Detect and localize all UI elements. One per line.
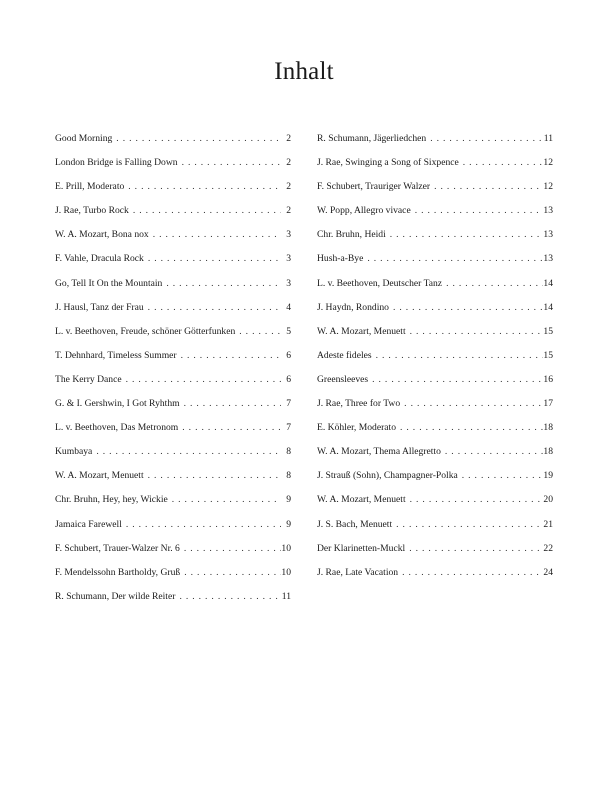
toc-entry xyxy=(55,348,291,372)
toc-entry-page-number: 5 xyxy=(286,325,291,337)
toc-leader-dots xyxy=(442,276,543,292)
toc-entry xyxy=(317,492,553,516)
toc-entry-page-number: 13 xyxy=(543,253,553,265)
toc-entry xyxy=(317,131,553,155)
toc-entry-title: J. Rae, Late Vacation xyxy=(317,566,399,578)
toc-entry-page-number: 12 xyxy=(543,181,553,193)
toc-leader-dots xyxy=(124,179,281,195)
toc-entry-page-number: 12 xyxy=(543,157,553,169)
toc-leader-dots xyxy=(180,565,281,581)
toc-leader-dots xyxy=(458,468,543,484)
toc-entry-page-number: 22 xyxy=(543,542,553,554)
toc-entry xyxy=(55,589,291,613)
toc-entry-title: London Bridge is Falling Down xyxy=(55,157,178,169)
toc-entry xyxy=(317,155,553,179)
toc-entry-title: Jamaica Farewell xyxy=(55,518,122,530)
toc-entry-title: Der Klarinetten-Muckl xyxy=(317,542,406,554)
toc-entry-page-number: 6 xyxy=(286,373,291,385)
toc-entry xyxy=(55,517,291,541)
toc-entry-title: J. S. Bach, Menuett xyxy=(317,518,393,530)
toc-entry-title: Adeste fideles xyxy=(317,349,372,361)
toc-entry-title: F. Mendelssohn Bartholdy, Gruß xyxy=(55,566,181,578)
toc-leader-dots xyxy=(389,300,543,316)
toc-leader-dots xyxy=(411,203,543,219)
toc-entry xyxy=(317,203,553,227)
toc-entry-title: E. Prill, Moderato xyxy=(55,181,125,193)
toc-entry-page-number: 9 xyxy=(286,518,291,530)
toc-leader-dots xyxy=(368,372,543,388)
toc-entry xyxy=(55,396,291,420)
toc-leader-dots xyxy=(162,276,281,292)
toc-entry-title: W. A. Mozart, Thema Allegretto xyxy=(317,446,441,458)
toc-entry-title: L. v. Beethoven, Freude, schöner Götterfunken xyxy=(55,325,236,337)
toc-entry xyxy=(55,300,291,324)
toc-entry xyxy=(55,541,291,565)
toc-entry-title: T. Dehnhard, Timeless Summer xyxy=(55,349,177,361)
toc-entry-title: E. Köhler, Moderato xyxy=(317,422,397,434)
toc-entry-page-number: 19 xyxy=(543,470,553,482)
toc-leader-dots xyxy=(180,396,281,412)
toc-leader-dots xyxy=(392,517,543,533)
toc-entry xyxy=(55,324,291,348)
toc-entry xyxy=(55,565,291,589)
toc-entry-page-number: 15 xyxy=(543,349,553,361)
toc-entry-title: W. A. Mozart, Menuett xyxy=(55,470,144,482)
toc-entry xyxy=(317,541,553,565)
toc-entry-page-number: 3 xyxy=(286,277,291,289)
toc-entry xyxy=(317,348,553,372)
toc-leader-dots xyxy=(405,541,543,557)
toc-entry-title: Kumbaya xyxy=(55,446,93,458)
toc-entry-title: J. Hausl, Tanz der Frau xyxy=(55,301,144,313)
toc-entry-page-number: 8 xyxy=(286,446,291,458)
toc-entry-page-number: 17 xyxy=(543,398,553,410)
toc-entry-title: Chr. Bruhn, Hey, hey, Wickie xyxy=(55,494,168,506)
toc-leader-dots xyxy=(406,324,543,340)
toc-entry xyxy=(55,155,291,179)
toc-entry-page-number: 9 xyxy=(286,494,291,506)
toc-entry-page-number: 18 xyxy=(543,446,553,458)
toc-leader-dots xyxy=(92,444,281,460)
toc-entry-page-number: 7 xyxy=(286,398,291,410)
toc-entry-page-number: 3 xyxy=(286,229,291,241)
toc-entry xyxy=(55,420,291,444)
toc-entry xyxy=(317,324,553,348)
toc-entry-title: The Kerry Dance xyxy=(55,373,122,385)
toc-entry-page-number: 13 xyxy=(543,229,553,241)
toc-entry-page-number: 4 xyxy=(286,301,291,313)
toc-leader-dots xyxy=(372,348,543,364)
toc-entry-page-number: 18 xyxy=(543,422,553,434)
toc-leader-dots xyxy=(235,324,281,340)
toc-leader-dots xyxy=(149,227,281,243)
toc-entry-page-number: 2 xyxy=(286,157,291,169)
toc-entry-page-number: 15 xyxy=(543,325,553,337)
toc-entry xyxy=(317,565,553,589)
toc-entry-title: F. Schubert, Trauriger Walzer xyxy=(317,181,431,193)
toc-leader-dots xyxy=(396,420,543,436)
toc-entry xyxy=(55,372,291,396)
toc-entry-page-number: 3 xyxy=(286,253,291,265)
toc-entry-page-number: 2 xyxy=(286,133,291,144)
toc-entry xyxy=(55,131,291,155)
toc-leader-dots xyxy=(363,251,543,267)
toc-entry-page-number: 11 xyxy=(281,590,291,602)
toc-entry xyxy=(55,444,291,468)
toc-leader-dots xyxy=(386,227,543,243)
toc-leader-dots xyxy=(441,444,543,460)
toc-entry-title: W. Popp, Allegro vivace xyxy=(317,205,411,217)
toc-entry-page-number: 2 xyxy=(286,205,291,217)
toc-entry-page-number: 13 xyxy=(543,205,553,217)
toc-leader-dots xyxy=(178,155,281,171)
toc-column-right xyxy=(317,131,553,589)
toc-entry xyxy=(317,276,553,300)
toc-entry-title: J. Haydn, Rondino xyxy=(317,301,389,313)
toc-entry-title: J. Rae, Swinging a Song of Sixpence xyxy=(317,157,459,169)
toc-entry-title: F. Schubert, Trauer-Walzer Nr. 6 xyxy=(55,542,180,554)
toc-entry xyxy=(317,300,553,324)
toc-entry-title: F. Vahle, Dracula Rock xyxy=(55,253,144,265)
toc-entry-page-number: 16 xyxy=(543,373,553,385)
toc-leader-dots xyxy=(426,131,543,147)
toc-entry-page-number: 21 xyxy=(543,518,553,530)
toc-entry-title: Chr. Bruhn, Heidi xyxy=(317,229,386,241)
toc-leader-dots xyxy=(459,155,543,171)
toc-entry-title: J. Strauß (Sohn), Champagner-Polka xyxy=(317,470,458,482)
toc-entry xyxy=(55,179,291,203)
toc-entry xyxy=(317,227,553,251)
toc-entry-page-number: 10 xyxy=(281,542,291,554)
toc-entry xyxy=(55,227,291,251)
toc-leader-dots xyxy=(144,251,281,267)
toc-entry xyxy=(55,468,291,492)
toc-entry-page-number: 11 xyxy=(543,133,553,144)
toc-entry xyxy=(317,251,553,275)
toc-leader-dots xyxy=(112,131,281,147)
toc-leader-dots xyxy=(144,300,281,316)
toc-entry xyxy=(317,468,553,492)
toc-entry-title: W. A. Mozart, Menuett xyxy=(317,325,406,337)
toc-entry-title: Hush-a-Bye xyxy=(317,253,364,265)
toc-leader-dots xyxy=(129,203,281,219)
toc-entry xyxy=(317,372,553,396)
toc-entry-page-number: 7 xyxy=(286,422,291,434)
toc-leader-dots xyxy=(122,372,281,388)
toc-entry xyxy=(55,203,291,227)
toc-entry-page-number: 6 xyxy=(286,349,291,361)
toc-entry-title: W. A. Mozart, Menuett xyxy=(317,494,406,506)
toc-entry-title: Go, Tell It On the Mountain xyxy=(55,277,163,289)
toc-entry-title: R. Schumann, Jägerliedchen xyxy=(317,133,427,144)
toc-entry xyxy=(317,420,553,444)
toc-entry-title: J. Rae, Three for Two xyxy=(317,398,401,410)
toc-entry-page-number: 20 xyxy=(543,494,553,506)
toc-entry-page-number: 14 xyxy=(543,277,553,289)
toc-leader-dots xyxy=(175,589,281,605)
toc-entry-title: L. v. Beethoven, Das Metronom xyxy=(55,422,179,434)
toc-leader-dots xyxy=(144,468,281,484)
toc-leader-dots xyxy=(430,179,543,195)
toc-leader-dots xyxy=(177,348,281,364)
toc-entry-title: Greensleeves xyxy=(317,373,369,385)
toc-entry-title: G. & I. Gershwin, I Got Ryhthm xyxy=(55,398,180,410)
toc-entry-title: W. A. Mozart, Bona nox xyxy=(55,229,149,241)
toc-entry-page-number: 14 xyxy=(543,301,553,313)
toc-leader-dots xyxy=(180,541,281,557)
toc-entry-title: L. v. Beethoven, Deutscher Tanz xyxy=(317,277,443,289)
toc-entry-page-number: 8 xyxy=(286,470,291,482)
toc-entry-title: Good Morning xyxy=(55,133,113,144)
toc-entry-title: J. Rae, Turbo Rock xyxy=(55,205,129,217)
toc-leader-dots xyxy=(168,492,281,508)
toc-entry xyxy=(55,276,291,300)
toc-column-left xyxy=(55,131,291,613)
toc-entry xyxy=(317,396,553,420)
toc-entry xyxy=(55,492,291,516)
toc-leader-dots xyxy=(400,396,543,412)
toc-leader-dots xyxy=(406,492,543,508)
toc-entry-title: R. Schumann, Der wilde Reiter xyxy=(55,590,176,602)
toc-entry-page-number: 24 xyxy=(543,566,553,578)
toc-leader-dots xyxy=(122,517,281,533)
page-title: Inhalt xyxy=(274,58,334,85)
toc-entry xyxy=(55,251,291,275)
toc-entry xyxy=(317,517,553,541)
toc-leader-dots xyxy=(178,420,281,436)
toc-entry xyxy=(317,444,553,468)
toc-leader-dots xyxy=(398,565,543,581)
toc-entry xyxy=(317,179,553,203)
toc-entry-page-number: 10 xyxy=(281,566,291,578)
toc-entry-page-number: 2 xyxy=(286,181,291,193)
